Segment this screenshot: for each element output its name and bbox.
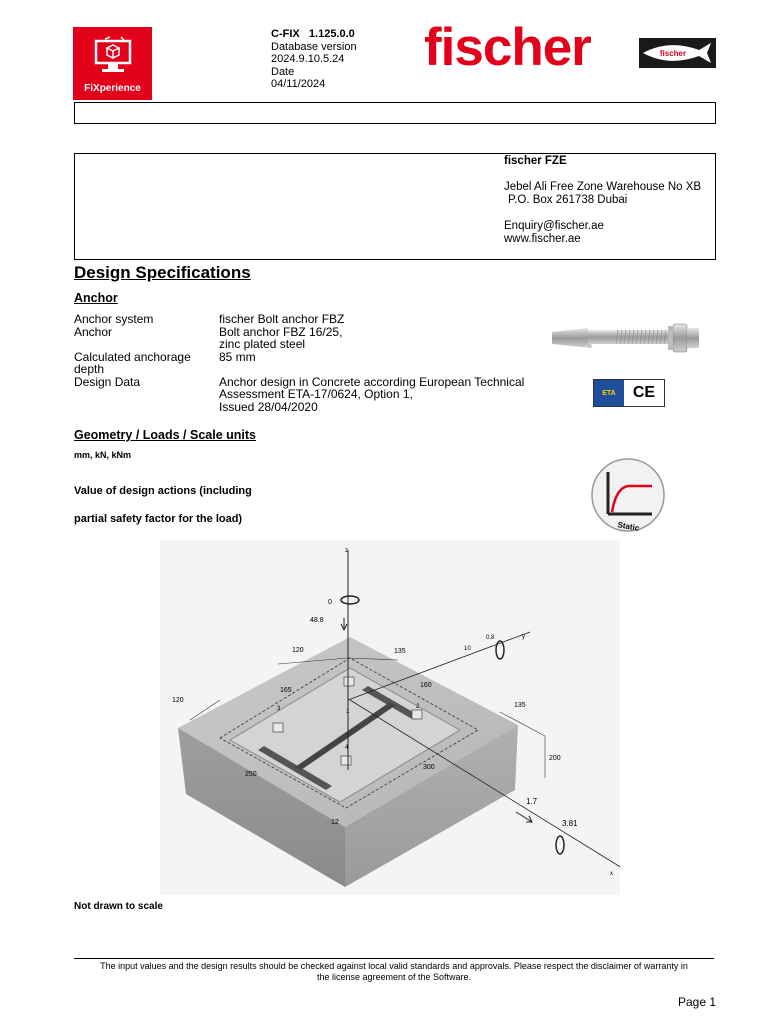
y-axis-label: y [522,634,525,640]
database-version: 2024.9.10.5.24 [271,53,345,65]
brand-wordmark: fischer [424,18,591,77]
logo-caption: FiXperience [84,83,141,94]
force-z-arrow [341,618,347,630]
force-z-label: 48.8 [310,617,324,624]
spec-key: Calculated anchorage [74,349,191,364]
design-actions-line1: Value of design actions (including [74,485,252,497]
anchor-nut [412,710,422,719]
static-load-icon [586,458,670,536]
moment-x-label: 3.81 [562,819,578,828]
spec-row [74,326,529,351]
moment-z-icon [341,596,359,604]
anchor-nut [341,756,351,765]
company-email: Enquiry@fischer.ae [504,220,604,232]
force-x-arrow [516,812,532,822]
static-label: Static [616,520,640,533]
software-version: 1.125.0.0 [308,28,355,40]
spec-value-cont: Issued 28/04/2020 [219,399,318,414]
anchor-number: 2 [416,704,420,710]
dim-label: 12 [331,819,339,826]
dim-label: 300 [423,764,435,771]
fish-logo-text: fischer [659,49,687,58]
company-name: fischer FZE [504,155,567,167]
moment-z-label: 0 [328,599,332,606]
moment-y-label: 0.8 [486,635,495,641]
spec-value-cont: zinc plated steel [219,337,306,351]
project-box [74,102,716,124]
z-axis-label: z [345,548,348,554]
dim-label: 120 [292,647,304,654]
monitor-icon [92,35,134,79]
page-title: Design Specifications [74,263,251,282]
design-actions-line2: partial safety factor for the load) [74,513,243,525]
anchor-spec-table [74,313,529,413]
dim-label: 135 [394,648,406,655]
dim-label: 160 [420,682,432,689]
date-label: Date [271,65,295,78]
page-number: Page 1 [678,995,717,1009]
scale-units: mm, kN, kNm [74,450,132,460]
address-line2: P.O. Box 261738 Dubai [508,194,628,206]
spec-row [74,313,529,326]
header-info [271,28,357,91]
software-name: C-FIX [271,28,300,40]
dim-label: 250 [245,771,257,778]
spec-value: Bolt anchor FBZ 16/25, [219,324,343,339]
eta-badge: ETA [594,380,624,406]
database-label: Database version [271,40,357,53]
bolt-anchor-image [548,318,708,358]
dim-label: 120 [172,697,184,704]
anchor-number: 1 [346,709,350,715]
address-line1: Jebel Ali Free Zone Warehouse No XB [504,181,702,193]
company-address [504,155,701,246]
spec-value-cont: Assessment ETA-17/0624, Option 1, [219,387,413,401]
anchor-heading: Anchor [74,291,118,305]
anchor-number: 3 [277,706,281,712]
anchor-nut [273,723,283,732]
approval-badges [593,379,665,407]
geometry-heading: Geometry / Loads / Scale units [74,428,257,442]
spec-row [74,376,529,414]
spec-key: Anchor system [74,312,154,326]
dim-label: 200 [549,755,561,762]
anchor-geometry-diagram [160,540,620,895]
spec-key: Design Data [74,374,141,389]
disclaimer-line2: the license agreement of the Software. [316,972,472,982]
fixperience-logo [73,27,152,100]
spec-key: Anchor [74,324,113,339]
fish-logo [639,38,716,68]
x-axis-label: x [610,871,613,877]
scale-note: Not drawn to scale [74,901,163,912]
company-website: www.fischer.ae [504,233,581,245]
footer-disclaimer [74,958,714,983]
force-x-label: 1.7 [526,797,538,806]
moment-y-icon [496,641,504,659]
fish-icon [639,38,716,68]
dim-label: 165 [280,687,292,694]
spec-key-cont: depth [74,362,105,376]
anchor-number: 4 [345,745,349,751]
spec-value: Anchor design in Concrete according European Technical [219,374,525,389]
dim-label: 135 [514,702,526,709]
date-value: 04/11/2024 [271,78,326,90]
ce-badge: CE [632,384,656,401]
spec-row [74,351,529,376]
spec-value: 85 mm [219,349,256,364]
moment-x-icon [556,836,564,854]
force-y-label: 10 [464,646,471,652]
disclaimer-line1: The input values and the design results should be checked against local valid standards and approvals. Please respect the disclaimer of warranty in [100,961,688,971]
spec-value: fischer Bolt anchor FBZ [219,312,345,326]
anchor-nut [344,677,354,686]
